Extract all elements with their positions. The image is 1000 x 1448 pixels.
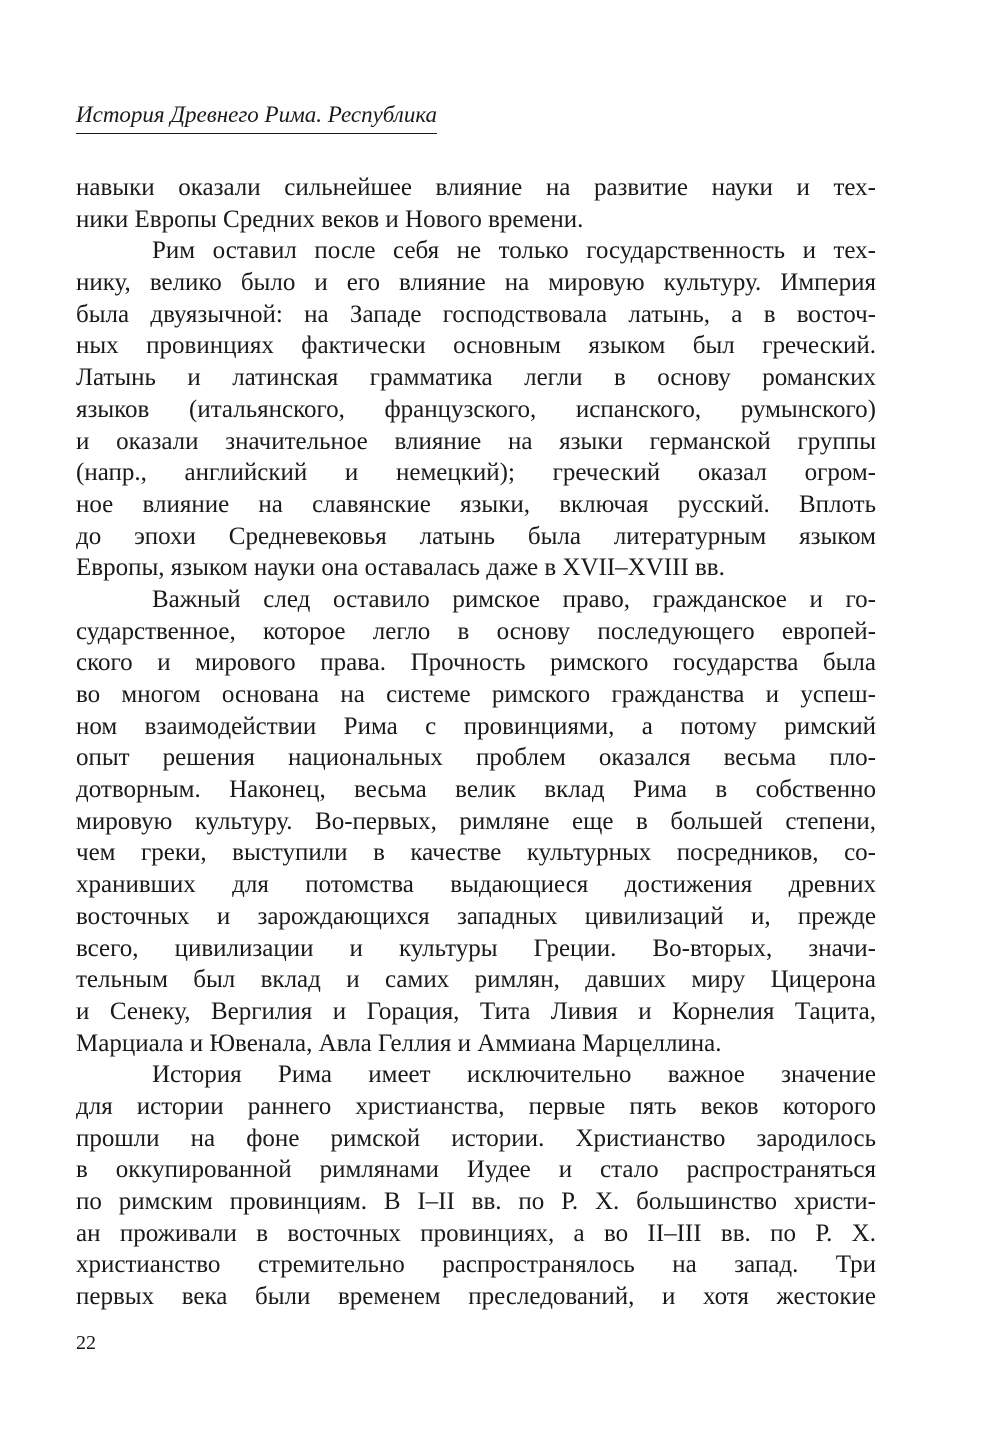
text-line: чем греки, выступили в качестве культурных посредников, со- (76, 839, 876, 867)
text-line: ан проживали в восточных провинциях, а во II–III вв. по Р. Х. (76, 1219, 876, 1247)
text-line: ное влияние на славянские языки, включая русский. Вплоть (76, 490, 876, 518)
text-line: ники Европы Средних веков и Нового времени. (76, 205, 584, 233)
text-line: опыт решения национальных проблем оказался весьма пло- (76, 744, 876, 772)
text-line: ского и мирового права. Прочность римского государства была (76, 649, 876, 677)
text-line: по римским провинциям. В I–II вв. по Р. Х. большинство христи- (76, 1188, 876, 1215)
text-line: (напр., английский и немецкий); греческий оказал огром- (76, 459, 876, 487)
text-line: Важный след оставило римское право, гражданское и го- (152, 585, 876, 613)
text-line: христианство стремительно распространялось на запад. Три (76, 1251, 876, 1279)
text-line: прошли на фоне римской истории. Христианство зародилось (76, 1124, 876, 1152)
text-line: всего, цивилизации и культуры Греции. Во-вторых, значи- (76, 934, 876, 962)
text-line: восточных и зарождающихся западных цивилизаций и, прежде (76, 902, 876, 930)
text-line: хранивших для потомства выдающиеся достижения древних (76, 871, 876, 899)
text-line: во многом основана на системе римского гражданства и успеш- (76, 681, 876, 708)
text-line: была двуязычной: на Западе господствовала латынь, а в восточ- (76, 300, 876, 328)
text-line: и оказали значительное влияние на языки германской группы (76, 427, 876, 455)
text-line: Рим оставил после себя не только государственность и тех- (152, 237, 876, 265)
text-line: нику, велико было и его влияние на мировую культуру. Империя (76, 269, 876, 297)
text-line: дотворным. Наконец, весьма велик вклад Рима в собственно (76, 776, 876, 804)
running-header: История Древнего Рима. Республика (76, 100, 437, 134)
text-line: История Рима имеет исключительно важное значение (152, 1061, 876, 1089)
page-number: 22 (76, 1332, 96, 1354)
text-line: языков (итальянского, французского, испанского, румынского) (76, 395, 876, 423)
text-line: до эпохи Средневековья латынь была литературным языком (76, 522, 876, 550)
text-line: Марциала и Ювенала, Авла Геллия и Аммиана Марцеллина. (76, 1029, 722, 1057)
text-line: для истории раннего христианства, первые пять веков которого (76, 1092, 876, 1120)
text-line: ных провинциях фактически основным языком был греческий. (76, 332, 876, 360)
text-line: первых века были временем преследований, и хотя жестокие (76, 1283, 876, 1311)
text-line: тельным был вклад и самих римлян, давших миру Цицерона (76, 966, 876, 994)
text-line: Латынь и латинская грамматика легли в основу романских (76, 364, 876, 392)
text-line: ном взаимодействии Рима с провинциями, а потому римский (76, 712, 876, 740)
body-text (76, 172, 876, 1313)
text-line: Европы, языком науки она оставалась даже в XVII–XVIII вв. (76, 554, 725, 582)
text-line: сударственное, которое легло в основу последующего европей- (76, 617, 876, 645)
text-line: мировую культуру. Во-первых, римляне еще в большей степени, (76, 807, 876, 835)
text-line: и Сенеку, Вергилия и Горация, Тита Ливия и Корнелия Тацита, (76, 997, 876, 1025)
text-line: в оккупированной римлянами Иудее и стало распространяться (76, 1156, 876, 1184)
text-line: навыки оказали сильнейшее влияние на развитие науки и тех- (76, 174, 876, 201)
